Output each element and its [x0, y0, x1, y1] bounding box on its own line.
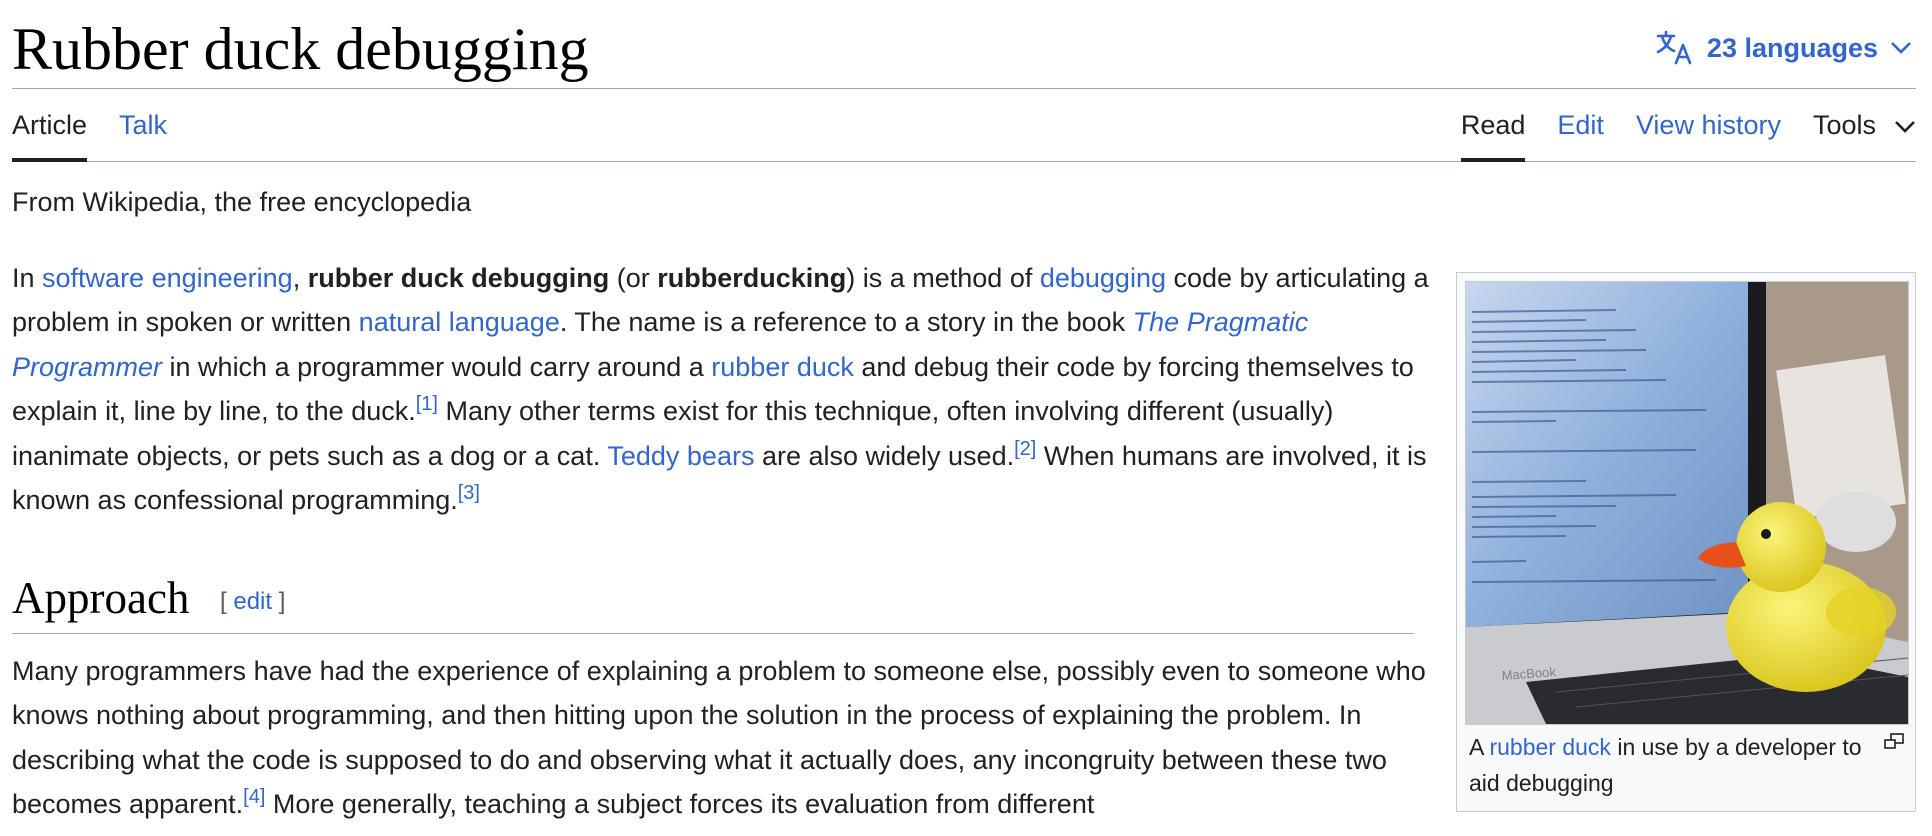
tab-article[interactable]: Article — [12, 89, 103, 161]
approach-paragraph — [12, 649, 1430, 827]
text-run: When humans are involved, it is known as confessional programming. — [12, 440, 1427, 516]
reference-3[interactable]: [3] — [457, 482, 480, 505]
text-run: code by articulating a problem in spoken or written — [12, 263, 1429, 338]
translate-icon — [1655, 30, 1695, 66]
text-run: . The name is a reference to a story in the book — [559, 307, 1133, 338]
chevron-down-icon — [1890, 41, 1912, 55]
tab-read[interactable]: Read — [1445, 89, 1542, 161]
thumbnail-caption — [1469, 729, 1869, 801]
text-run: Many programmers have had the experience of explaining a problem to someone else, possibly even to someone who knows nothing about programming, and then hitting upon the solution in the process of explaining the problem. In describing what the code is supposed to do and observing what it actually does, any incongruity between these two becomes apparent. — [12, 656, 1426, 820]
chevron-down-icon — [1894, 110, 1916, 141]
image-thumbnail — [1456, 272, 1916, 812]
text-run: In — [12, 263, 43, 293]
bracket: [ — [220, 588, 234, 615]
text-run: More generally, teaching a subject forces its evaluation from different — [265, 789, 1095, 820]
enlarge-icon[interactable] — [1883, 733, 1905, 756]
reference-1[interactable]: [1] — [415, 393, 438, 416]
link-software-engineering[interactable]: software engineering — [42, 263, 293, 293]
text-run: in which a programmer would carry around a — [162, 351, 712, 382]
section-heading-approach — [12, 570, 1414, 634]
tools-label: Tools — [1812, 109, 1876, 140]
link-the-pragmatic-programmer[interactable]: The Pragmatic Programmer — [12, 307, 1309, 382]
tools-menu-button[interactable] — [1797, 89, 1916, 161]
edit-section-link[interactable]: edit — [233, 588, 273, 615]
title-bar — [12, 0, 1916, 89]
text-run: , — [292, 263, 308, 293]
site-tagline: From Wikipedia, the free encyclopedia — [12, 187, 472, 217]
page-title: Rubber duck debugging — [12, 16, 589, 82]
reference-4[interactable]: [4] — [243, 786, 266, 809]
tab-view-history[interactable]: View history — [1635, 109, 1781, 140]
text-run: in use by a developer to aid debugging — [1469, 734, 1862, 796]
article-intro — [12, 256, 1430, 522]
caption-link-rubber-duck[interactable]: rubber duck — [1489, 734, 1611, 760]
thumbnail-image[interactable] — [1465, 281, 1909, 725]
section-body — [12, 649, 1430, 827]
tab-edit[interactable]: Edit — [1557, 109, 1604, 140]
tab-talk[interactable]: Talk — [119, 109, 168, 140]
link-natural-language[interactable]: natural language — [358, 307, 560, 338]
reference-2[interactable]: [2] — [1014, 437, 1037, 460]
text-run: (or — [609, 263, 658, 293]
languages-label: 23 languages — [1706, 32, 1878, 63]
text-run: Many other terms exist for this technique, often involving different (usually) inanimate objects, or pets such as a dog or a cat. — [12, 396, 1334, 471]
language-selector-button[interactable] — [1655, 30, 1912, 66]
bracket: ] — [272, 588, 286, 615]
link-debugging[interactable]: debugging — [1039, 263, 1166, 293]
link-rubber-duck[interactable]: rubber duck — [711, 351, 854, 382]
laptop-brand-text: MacBook — [1501, 664, 1557, 683]
bold-term-rubber-duck-debugging: rubber duck debugging — [307, 263, 610, 293]
intro-paragraph — [12, 256, 1430, 522]
section-title: Approach — [12, 573, 190, 623]
text-run: ) is a method of — [846, 263, 1040, 293]
text-run: and debug their code by forcing themselves to explain it, line by line, to the duck. — [12, 351, 1414, 427]
text-run: A — [1469, 734, 1490, 760]
section-edit-control — [220, 588, 285, 616]
link-teddy-bears[interactable]: Teddy bears — [607, 440, 755, 471]
bold-term-rubberducking: rubberducking — [657, 263, 847, 293]
text-run: are also widely used. — [754, 440, 1015, 471]
page-tabs-bar — [12, 89, 1916, 162]
